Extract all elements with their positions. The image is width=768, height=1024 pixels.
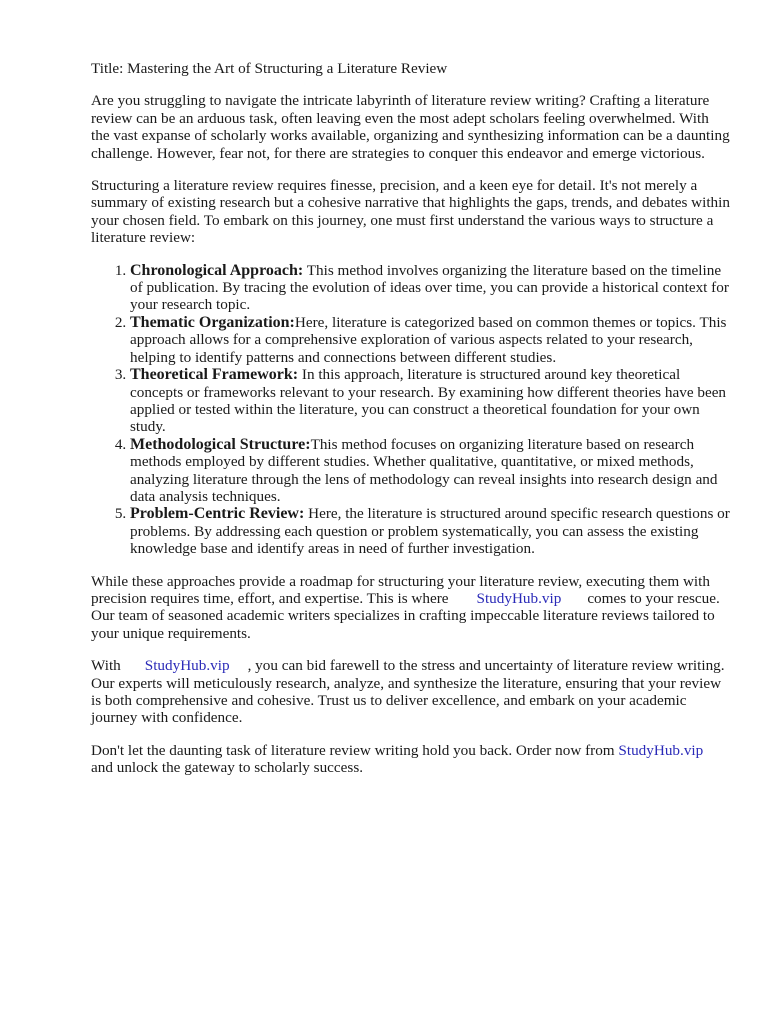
with-paragraph bbox=[91, 657, 731, 727]
list-item bbox=[130, 505, 731, 557]
list-item bbox=[130, 366, 731, 436]
document-page bbox=[91, 60, 731, 792]
roadmap-text-after: comes to your rescue. Our team of seasoned academic writers specializes in crafting impeccable literature reviews tailored to your unique requirements. bbox=[91, 589, 720, 642]
method-description: In this approach, literature is structured around key theoretical concepts or frameworks relevant to your research. By examining how different theories have been applied or tested within the literature, you can construct a theoretical foundation for your own study. bbox=[130, 366, 727, 436]
method-description: This method involves organizing the literature based on the timeline of publication. By tracing the evolution of ideas over time, you can provide a historical context for your research topic. bbox=[130, 261, 729, 314]
studyhub-link[interactable]: StudyHub.vip bbox=[144, 657, 230, 675]
studyhub-link[interactable]: StudyHub.vip bbox=[618, 741, 704, 759]
method-term: Thematic Organization: bbox=[130, 313, 295, 331]
roadmap-text-before: While these approaches provide a roadmap for structuring your literature review, executing them with precision requires time, effort, and expertise. This is where bbox=[91, 572, 710, 607]
structuring-paragraph: Structuring a literature review requires finesse, precision, and a keen eye for detail. It's not merely a summary of existing research but a cohesive narrative that highlights the gaps, trends, and debates within your chosen field. To embark on this journey, one must first understand the various ways to structure a literature review: bbox=[91, 177, 730, 247]
method-description: Here, literature is categorized based on common themes or topics. This approach allows for a comprehensive exploration of various aspects related to your research, helping to identify patterns and connections between different studies. bbox=[130, 313, 727, 366]
closing-text-before: Don't let the daunting task of literature review writing hold you back. Order now from bbox=[91, 741, 615, 759]
with-text-after: , you can bid farewell to the stress and uncertainty of literature review writing. Our experts will meticulously research, analyze, and synthesize the literature, ensuring that your review is both comprehensive and cohesive. Trust us to deliver excellence, and embark on your academic journey with confidence. bbox=[91, 657, 725, 727]
methods-list bbox=[91, 262, 731, 558]
method-term: Methodological Structure: bbox=[130, 435, 311, 453]
method-term: Problem-Centric Review: bbox=[130, 505, 305, 523]
closing-text-after: and unlock the gateway to scholarly success. bbox=[91, 759, 364, 777]
method-description: This method focuses on organizing literature based on research methods employed by different studies. Whether qualitative, quantitative, or mixed methods, analyzing literature through the lens of methodology can reveal insights into research design and data analysis techniques. bbox=[130, 435, 718, 505]
list-item bbox=[130, 436, 731, 506]
intro-paragraph: Are you struggling to navigate the intricate labyrinth of literature review writing? Crafting a literature review can be an arduous task, often leaving even the most adept scholars feeling overwhelmed. With the vast expanse of scholarly works available, organizing and synthesizing information can be a daunting challenge. However, fear not, for there are strategies to conquer this endeavor and emerge victorious. bbox=[91, 92, 730, 162]
closing-paragraph bbox=[91, 742, 731, 777]
list-item bbox=[130, 262, 731, 314]
method-term: Theoretical Framework: bbox=[130, 366, 299, 384]
studyhub-link[interactable]: StudyHub.vip bbox=[476, 589, 562, 607]
roadmap-paragraph bbox=[91, 573, 731, 643]
method-description: Here, the literature is structured around specific research questions or problems. By addressing each question or problem systematically, you can assess the existing knowledge base and identify areas in need of further investigation. bbox=[130, 505, 730, 558]
method-term: Chronological Approach: bbox=[130, 261, 304, 279]
with-text-before: With bbox=[91, 657, 121, 675]
list-item bbox=[130, 314, 731, 366]
document-title: Title: Mastering the Art of Structuring a Literature Review bbox=[91, 60, 448, 77]
